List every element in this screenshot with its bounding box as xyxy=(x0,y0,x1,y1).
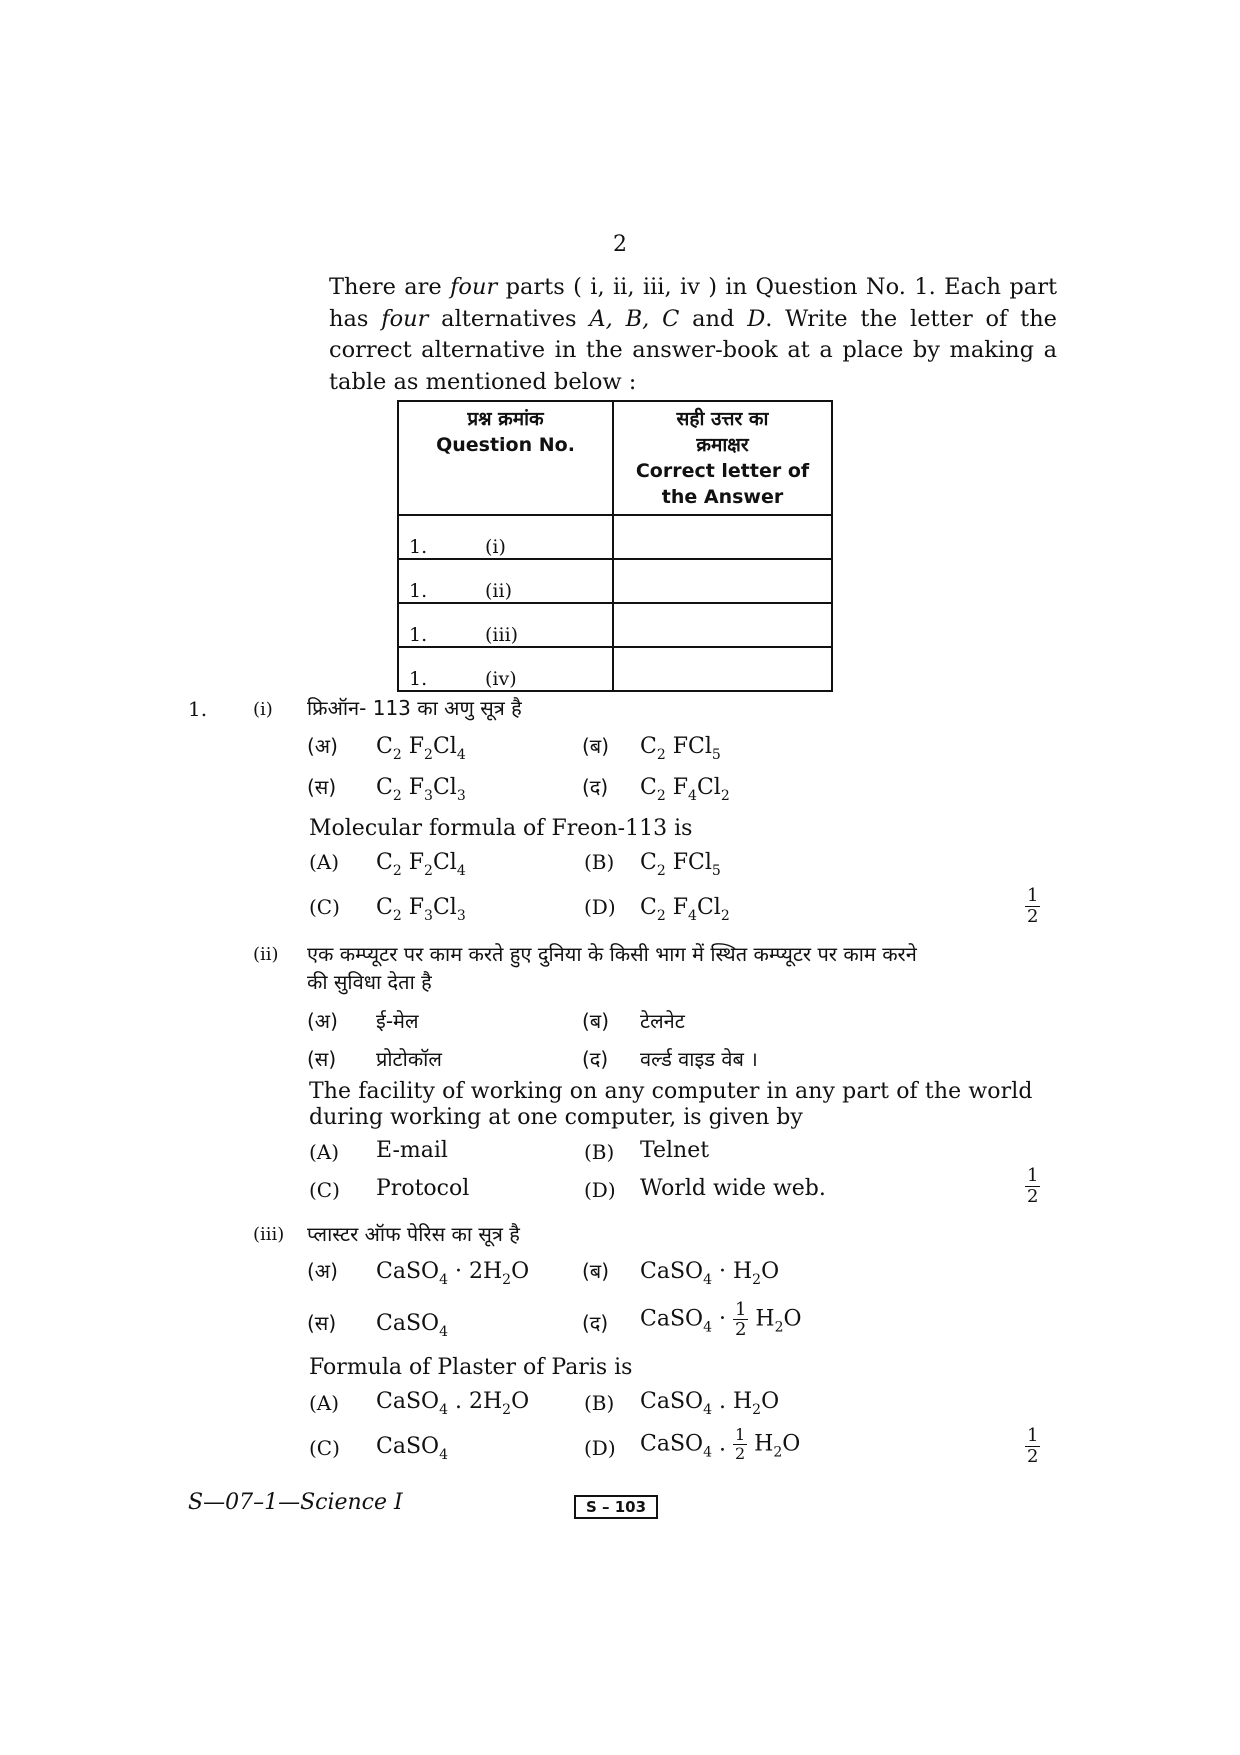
option-formula: CaSO$_4$ . $2H_2O$ xyxy=(376,1389,530,1418)
row-part: (iv) xyxy=(485,668,517,690)
english-question: Molecular formula of Freon-113 is xyxy=(309,816,693,841)
option-label: (D) xyxy=(584,1436,616,1460)
option-label: (ब) xyxy=(582,734,610,758)
col1-hindi: प्रश्न क्रमांक xyxy=(467,408,544,430)
row-part: (ii) xyxy=(485,580,512,602)
option-text: World wide web. xyxy=(640,1176,826,1201)
option-text: वर्ल्ड वाइड वेब । xyxy=(640,1047,758,1071)
row-answer-cell xyxy=(613,647,832,691)
english-question: during working at one computer, is given by xyxy=(309,1105,803,1130)
marks xyxy=(1025,1426,1040,1467)
option-formula: CaSO$_4$ · $\frac{1}{2}$ $H_2O$ xyxy=(640,1299,802,1340)
table-row xyxy=(398,647,832,691)
col2-hindi: सही उत्तर का xyxy=(676,408,769,430)
option-label: (द) xyxy=(582,775,609,799)
table-row xyxy=(398,515,832,559)
option-label: (स) xyxy=(307,775,337,799)
hindi-question: की सुविधा देता है xyxy=(307,970,432,994)
answer-table xyxy=(397,400,833,692)
footer-subject: S—07–1—Science I xyxy=(188,1490,403,1515)
answer-table-header xyxy=(398,401,832,515)
option-label: (A) xyxy=(309,1140,340,1164)
part-label: (ii) xyxy=(253,944,279,965)
option-formula: $C_2$ $F_4Cl_2$ xyxy=(640,895,730,924)
row-q: 1. xyxy=(409,668,428,690)
marks-num: 1 xyxy=(1027,1425,1039,1446)
option-label: (B) xyxy=(584,1391,615,1415)
option-text: E-mail xyxy=(376,1138,448,1163)
option-formula: $C_2$ FCl$_5$ xyxy=(640,734,721,763)
marks-den: 2 xyxy=(1027,906,1039,927)
english-question: The facility of working on any computer in any part of the world xyxy=(309,1079,1033,1104)
hindi-question: प्लास्टर ऑफ पेरिस का सूत्र है xyxy=(307,1222,520,1246)
row-question-cell xyxy=(398,559,613,603)
instr-text: There are xyxy=(329,274,451,300)
option-formula: CaSO$_4$ · $2H_2O$ xyxy=(376,1259,530,1288)
english-question: Formula of Plaster of Paris is xyxy=(309,1355,633,1380)
instr-text: parts ( i, ii, iii, iv ) in Question No. 1. Each part has xyxy=(329,274,1057,332)
col-header-question-no xyxy=(398,401,613,515)
option-formula: CaSO$_4$ . $H_2O$ xyxy=(640,1389,780,1418)
marks-den: 2 xyxy=(1027,1186,1039,1207)
option-text: Protocol xyxy=(376,1176,470,1201)
option-label: (A) xyxy=(309,850,340,874)
part-label: (iii) xyxy=(253,1224,285,1245)
option-text: प्रोटोकॉल xyxy=(376,1047,442,1071)
marks-den: 2 xyxy=(1027,1446,1039,1467)
option-formula: $C_2$ $F_2Cl_4$ xyxy=(376,850,466,879)
part-label: (i) xyxy=(253,699,273,720)
marks xyxy=(1025,886,1040,927)
row-q: 1. xyxy=(409,624,428,646)
row-question-cell xyxy=(398,603,613,647)
row-q: 1. xyxy=(409,580,428,602)
instr-text: and xyxy=(679,305,748,332)
option-formula: $C_2$ $F_4Cl_2$ xyxy=(640,775,730,804)
option-formula: $C_2$ $F_3Cl_3$ xyxy=(376,775,466,804)
page-number: 2 xyxy=(613,232,627,257)
option-formula: CaSO$_4$ . $\frac{1}{2}$ $H_2O$ xyxy=(640,1425,801,1463)
row-answer-cell xyxy=(613,515,832,559)
row-question-cell xyxy=(398,647,613,691)
instr-emphasis: D xyxy=(747,305,766,332)
instr-emphasis: four xyxy=(450,274,498,300)
col1-english: Question No. xyxy=(436,434,575,456)
instr-text: . Write the letter of the correct alternative in the answer-book at a place by making a table as mentioned below : xyxy=(329,305,1057,395)
option-label: (अ) xyxy=(307,734,338,758)
instr-text: alternatives xyxy=(428,305,590,332)
option-label: (B) xyxy=(584,1140,615,1164)
hindi-question: एक कम्प्यूटर पर काम करते हुए दुनिया के किसी भाग में स्थित कम्प्यूटर पर काम करने xyxy=(307,942,917,966)
option-label: (अ) xyxy=(307,1259,338,1283)
option-label: (B) xyxy=(584,850,615,874)
option-formula: CaSO$_4$ xyxy=(376,1311,448,1340)
row-answer-cell xyxy=(613,603,832,647)
option-label: (स) xyxy=(307,1311,337,1335)
option-text: Telnet xyxy=(640,1138,710,1163)
row-part: (iii) xyxy=(485,624,519,646)
instr-emphasis: A, B, C xyxy=(589,305,680,332)
instr-emphasis: four xyxy=(381,305,429,332)
col-header-correct-letter xyxy=(613,401,832,515)
option-label: (C) xyxy=(309,1178,340,1202)
option-label: (ब) xyxy=(582,1009,610,1033)
option-label: (D) xyxy=(584,1178,616,1202)
hindi-question: फ्रिऑन- 113 का अणु सूत्र है xyxy=(307,696,522,720)
option-label: (द) xyxy=(582,1311,609,1335)
row-answer-cell xyxy=(613,559,832,603)
table-row xyxy=(398,559,832,603)
footer-code-box: S – 103 xyxy=(574,1495,658,1519)
instructions-paragraph xyxy=(329,272,1057,398)
option-label: (A) xyxy=(309,1391,340,1415)
marks xyxy=(1025,1166,1040,1207)
option-formula: $C_2$ $F_3Cl_3$ xyxy=(376,895,466,924)
option-label: (अ) xyxy=(307,1009,338,1033)
option-formula: $C_2$ FCl$_5$ xyxy=(640,850,721,879)
option-text: टेलनेट xyxy=(640,1009,685,1033)
option-label: (द) xyxy=(582,1047,609,1071)
row-question-cell xyxy=(398,515,613,559)
table-row xyxy=(398,603,832,647)
col2-hindi: क्रमाक्षर xyxy=(696,434,749,456)
row-part: (i) xyxy=(485,536,506,558)
question-number: 1. xyxy=(188,697,208,721)
option-label: (C) xyxy=(309,895,340,919)
option-formula: $C_2$ $F_2Cl_4$ xyxy=(376,734,466,763)
option-formula: CaSO$_4$ xyxy=(376,1434,448,1463)
option-label: (स) xyxy=(307,1047,337,1071)
col2-english: the Answer xyxy=(661,486,784,508)
option-formula: CaSO$_4$ · $H_2O$ xyxy=(640,1259,780,1288)
marks-num: 1 xyxy=(1027,1165,1039,1186)
row-q: 1. xyxy=(409,536,428,558)
option-label: (ब) xyxy=(582,1259,610,1283)
option-text: ई-मेल xyxy=(376,1009,419,1033)
option-label: (D) xyxy=(584,895,616,919)
col2-english: Correct letter of xyxy=(635,460,810,482)
option-label: (C) xyxy=(309,1436,340,1460)
marks-num: 1 xyxy=(1027,885,1039,906)
